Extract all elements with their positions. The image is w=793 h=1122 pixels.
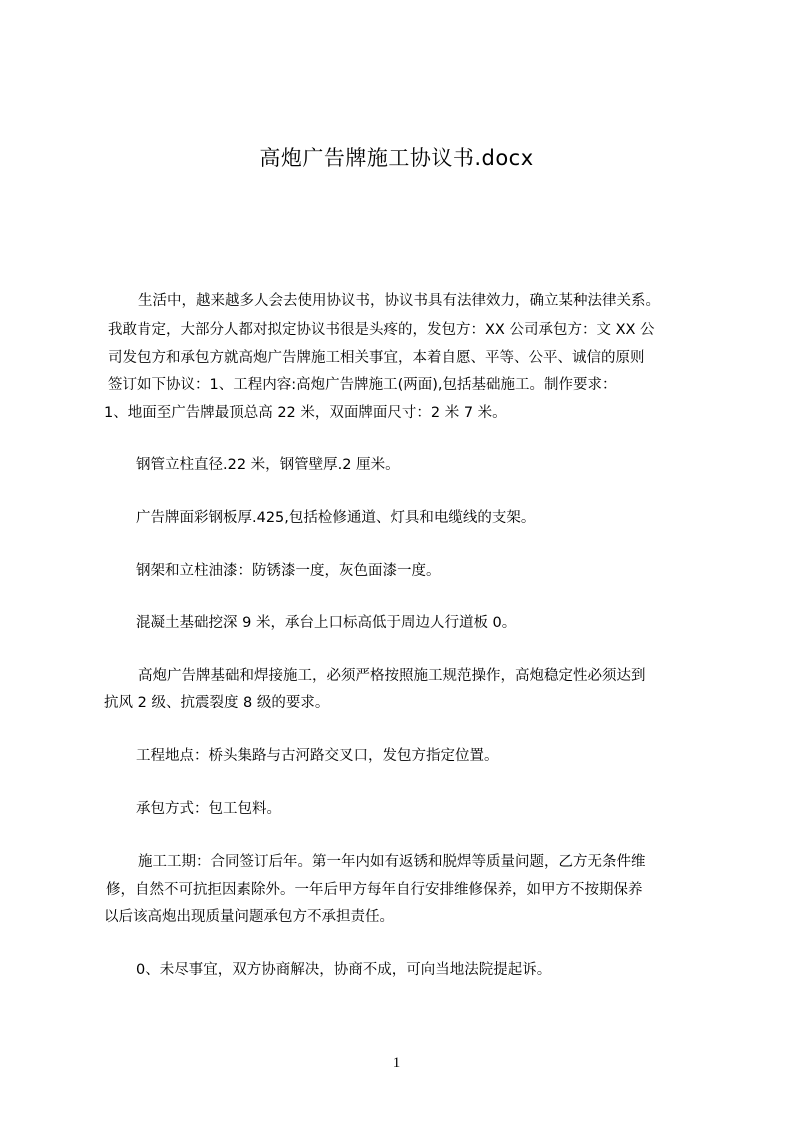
intro-line: 生活中，越来越多人会去使用协议书，协议书具有法律效力，确立某种法律关系。 bbox=[138, 293, 660, 309]
page-number: 1 bbox=[392, 1055, 401, 1071]
document-title: 高炮广告牌施工协议书.docx bbox=[259, 146, 534, 170]
paragraph-steel-pipe: 钢管立柱直径.22 米，钢管壁厚.2 厘米。 bbox=[136, 457, 400, 473]
paragraph-period-line: 修，自然不可抗拒因素除外。一年后甲方每年自行安排维修保养，如甲方不按期保养 bbox=[106, 882, 643, 898]
paragraph-paint: 钢架和立柱油漆：防锈漆一度，灰色面漆一度。 bbox=[136, 563, 441, 579]
paragraph-contract-mode: 承包方式：包工包料。 bbox=[136, 801, 281, 817]
paragraph-welding-line: 抗风 2 级、抗震裂度 8 级的要求。 bbox=[104, 695, 330, 711]
paragraph-welding-line: 高炮广告牌基础和焊接施工，必须严格按照施工规范操作，高炮稳定性必须达到 bbox=[138, 668, 646, 684]
intro-line: 我敢肯定，大部分人都对拟定协议书很是头疼的，发包方：XX 公司承包方：文 XX 公 bbox=[108, 322, 655, 338]
paragraph-concrete: 混凝土基础挖深 9 米，承台上口标高低于周边人行道板 0。 bbox=[136, 615, 517, 631]
paragraph-location: 工程地点：桥头集路与古河路交叉口，发包方指定位置。 bbox=[136, 748, 499, 764]
intro-line: 司发包方和承包方就高炮广告牌施工相关事宜，本着自愿、平等、公平、诚信的原则 bbox=[108, 350, 645, 366]
paragraph-period-line: 以后该高炮出现质量问题承包方不承担责任。 bbox=[104, 909, 394, 925]
paragraph-panel: 广告牌面彩钢板厚.425,包括检修通道、灯具和电缆线的支架。 bbox=[136, 510, 536, 526]
paragraph-period-line: 施工工期：合同签订后年。第一年内如有返锈和脱焊等质量问题，乙方无条件维 bbox=[138, 854, 646, 870]
intro-line: 签订如下协议：1、工程内容:高炮广告牌施工(两面),包括基础施工。制作要求： bbox=[108, 377, 617, 393]
intro-line: 1、地面至广告牌最顶总高 22 米，双面牌面尺寸：2 米 7 米。 bbox=[104, 405, 507, 421]
paragraph-disputes: 0、未尽事宜，双方协商解决，协商不成，可向当地法院提起诉。 bbox=[136, 962, 552, 978]
